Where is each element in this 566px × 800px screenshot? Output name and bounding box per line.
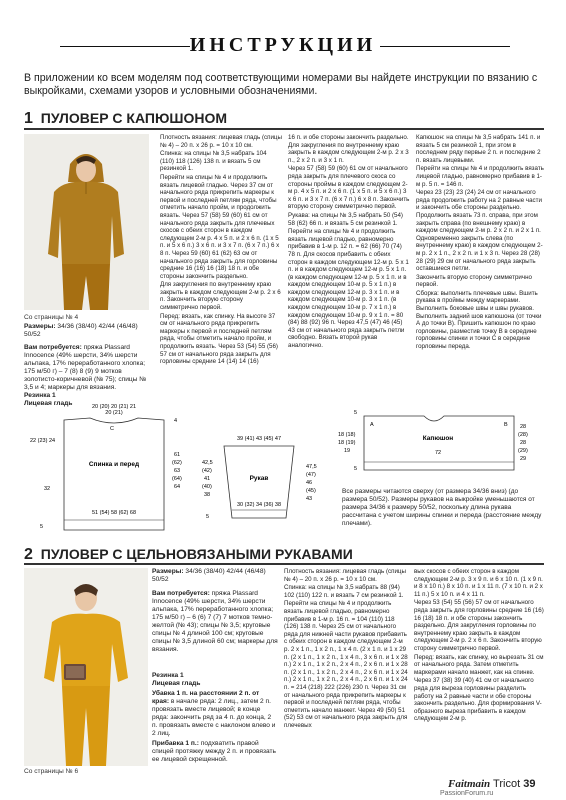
body-right-value-2: 63 [174, 468, 181, 474]
section1-column-1 [160, 134, 282, 404]
section2-photo [24, 568, 148, 766]
section1-col2-p0: 16 п. и обе стороны закончить раздельно. Для закругления по внутреннему краю закрыть в каждом следующем 2-м р. 2 х 3 п., 2 х 2 п. и 3 х 1 п. [288, 134, 409, 164]
footer-brand: Faitmain [448, 778, 491, 790]
section1-photo-caption: Со страницы № 4 [24, 314, 79, 321]
body-armhole-dimension: 22 (23) 24 [30, 438, 56, 444]
body-label: Спинка и перед [88, 461, 140, 468]
hood-left-value-1: 18 (19) [338, 440, 356, 446]
hood-pattern [338, 410, 528, 472]
sleeve-label: Рукав [249, 475, 269, 482]
hood-point-a: A [370, 422, 374, 428]
section1-col2-p2: Рукава: на спицы № 3,5 набрать 50 (54) 58 (62) 66 п. и вязать 5 см резинкой 1. [288, 211, 403, 227]
hood-right-value-4: 29 [520, 456, 527, 462]
body-top-right-value: 4 [174, 418, 178, 424]
section2-materials-block [152, 590, 278, 654]
section2-col3-p0: вых скосов с обеих сторон в каждом следующем 2-м р. 3 х 9 п. и 6 х 10 п. (1 х 9 п. и 8 х 10 п.) 8 х 10 п. и 1 х 11 п. (7 х 10 п. и 2 х 11 п.) 5 х 10 п. и 4 х 11 п. [414, 568, 543, 598]
body-pattern [30, 404, 182, 530]
body-right-value-1: (62) [172, 460, 182, 466]
section2-decrease-block [152, 690, 278, 738]
sleeve-left-value-0: 42,5 [202, 460, 213, 466]
section1-title: ПУЛОВЕР С КАПЮШОНОМ [40, 110, 228, 126]
body-left-height: 32 [44, 486, 51, 492]
section2-photo-caption: Со страницы № 6 [24, 768, 79, 775]
body-top-dimension: 20 (20) 20 (21) 21 [91, 404, 137, 410]
section2-increase-title: Прибавка 1 п.: [152, 740, 199, 747]
section1-col3-p3: Закончить вторую сторону симметрично первой. [416, 273, 532, 289]
section1-heading [24, 110, 227, 128]
section2-col3-p2: Перед: вязать, как спинку, но вырезать 31 см от начального ряда. Затем отметить маркерами начало манжет, как на спинке. [414, 653, 544, 676]
sleeve-right-value-3: (45) [306, 488, 316, 494]
hood-rib-height: 5 [354, 466, 358, 472]
sleeve-top-dimension: 39 (41) 43 (45) 47 [236, 436, 282, 442]
section2-materials-value: пряжа Plassard Innocence (49% шерсти, 34% шерсти альпака, 17% переработанного хлопка; 175 м/50 г) – 6 (6) 7 (7) 7 мотков темно-желтой (№ 43); спицы № 3,5; круговые спицы № 4 длиной 100 см; круговые спицы № 3,5 длиной 60 см; маркеры для вязания. [152, 590, 278, 653]
section1-column-2 [288, 134, 410, 404]
hood-right-value-3: (29) [518, 448, 528, 454]
watermark: PassionForum.ru [440, 790, 494, 797]
section1-sizes-value: 34/36 (38/40) 42/44 (46/48) 50/52 [24, 323, 138, 338]
section2-title: ПУЛОВЕР С ЦЕЛЬНОВЯЗАНЫМИ РУКАВАМИ [40, 546, 353, 562]
sleeve-left-value-3: (40) [202, 484, 212, 490]
sleeve-right-value-2: 46 [306, 480, 313, 486]
sleeve-right-value-0: 47,5 [306, 464, 317, 470]
section1-col1-p1: Спинка: на спицы № 3,5 набрать 104 (110) 118 (126) 138 п. и вязать 5 см резинкой 1. [160, 150, 267, 173]
hood-top-value: 5 [354, 410, 358, 416]
section2-elastic-label: Резинка 1 [152, 672, 184, 679]
hood-right-value-2: 28 [520, 440, 527, 446]
section1-materials-value: пряжа Plassard Innocence (49% шерсти, 34% шерсти альпака, 17% переработанного хлопка; 175 м/50 г) – 7 (8) 8 (9) 9 мотков золотисто-коричневой (№ 75); спицы № 3,5 и 4; маркеры для вязания. [24, 344, 147, 391]
section2-materials-label: Вам потребуется: [152, 590, 210, 597]
section1-col2-p1: Через 57 (58) 59 (60) 61 см от начального ряда закрыть для плечевого скоса со стороны проймы в каждом следующем 2-м р. 4 х 5 п. и 2 х 6 п. (1 х 5 п. и 5 х 6 п.) 3 х 6 п. и 3 х 7 п. (6 х 7 п.) 6 х 8 п. Закончить вторую сторону симметрично первой. [288, 165, 410, 211]
body-point-c: C [110, 426, 114, 432]
section1-materials-block [24, 344, 152, 392]
section2-increase-text: подхватить правой спицей протяжку между 2 п. и провязать ее лицевой скрещенной. [152, 740, 276, 763]
hood-point-b: B [504, 422, 508, 428]
section2-rule [24, 563, 544, 565]
section2-col2-p0: Плотность вязания: лицевая гладь (спицы № 4) – 20 п. х 26 р. = 10 х 10 см. [284, 568, 406, 583]
section1-size-note: Все размеры читаются сверху (от размера 34/36 вниз) (до размера 50/52). Размеры рукавов на выкройке уменьшаются от размера 34/36 к размеру 50/52, поскольку длина рукава рассчитана с учетом ширины спинки и переда (расстояние между плечами). [342, 488, 542, 527]
sleeve-left-value-1: (42) [202, 468, 212, 474]
section1-col1-p2: Перейти на спицы № 4 и продолжить вязать лицевой гладью. Через 37 см от начального ряда прикрепить маркеры к первой и последней петлям ряда, чтобы отметить начало пройм, и продолжить вязать. Через 57 (58) 59 (60) 61 см от начального ряда закрыть для плечевых скосов с обеих сторон в каждом следующем 2-м р. 4 х 5 п. и 2 х 6 п. (1 х 5 п. и 5 х 6 п.) 3 х 6 п. и 3 х 7 п. (6 х 7 п.) 6 х 8 п. Через 59 (60) 61 (62) 63 см от начального ряда закрыть для горловины средние 16 (16) 16 (18) 18 п. и обе стороны закончить раздельно. [160, 173, 280, 280]
section1-col1-p0: Плотность вязания: лицевая гладь (спицы № 4) – 20 п. х 26 р. = 10 х 10 см. [160, 134, 282, 149]
section1-elastic-label: Резинка 1 [24, 392, 56, 399]
section1-col1-p3: Для закругления по внутреннему краю закрыть в каждом следующем 2-м р. 2 х 6 п. Закончить вторую сторону симметрично первой. [160, 281, 281, 312]
model-yellow-sweater-illustration [24, 568, 148, 766]
section1-number: 1 [24, 110, 33, 127]
section2-sizes-label: Размеры: [152, 568, 184, 575]
section1-photo [24, 134, 149, 310]
section2-sizes-value: 34/36 (38/40) 42/44 (46/48) 50/52 [152, 568, 266, 583]
section1-col3-p2: Через 23 (23) 23 (24) 24 см от начального ряда продолжить работу на 2 равные части и закончить обе стороны раздельно. Продолжить вязать 73 п. справа, при этом закрыть справа (по внешнему краю) в каждом следующем 2-м р. 2 х 2 п. и 2 х 1 п. Одновременно закрыть слева (по внутреннему краю) в каждом следующем 2-м р. 2 х 1 п., 2 х 2 п. и 1 х 3 п. Через 28 (28) 28 (29) 29 см от начального ряда закрыть оставшиеся петли. [416, 189, 543, 273]
section1-col3-p4: Сборка: выполнить плечевые швы. Вшить рукава в проймы между маркерами. Выполнить боковые швы и швы рукавов. Выполнить задний шов капюшона (от точки А до точки В). Пришить капюшон по краю горловины, разместив точку В в середине горловины спинки и точки С в середине горловины переда. [416, 289, 542, 351]
section1-sizes-label: Размеры: [24, 323, 56, 330]
section2-col2-p1: Спинка: на спицы № 3,5 набрать 88 (94) 102 (110) 122 п. и вязать 7 см резинкой 1. [284, 584, 404, 599]
section2-decrease-title: Убавка 1 п. на расстоянии 2 п. от края: [152, 690, 260, 705]
section1-column-3 [416, 134, 544, 404]
hood-left-value-2: 19 [344, 448, 351, 454]
section1-stockinette-label: Лицевая гладь [24, 400, 73, 407]
body-shoulder-dimension: 20 (21) [105, 410, 123, 416]
body-rib-height: 5 [40, 524, 44, 530]
section2-sizes-block [152, 568, 278, 584]
section2-col3-p3: Через 37 (38) 39 (40) 41 см от начального ряда для выреза горловины разделить работу на 2 равные части и обе стороны закончить раздельно. Для формирования V-образного выреза прибавить в каждом следующем 2-м р. [414, 677, 542, 723]
hood-left-value-0: 18 (18) [338, 432, 356, 438]
footer-subbrand: Tricot [493, 778, 521, 790]
section2-decrease-text: в начале ряда: 2 лиц., затем 2 п. провязать вместе лицевой; в конце ряда: закончить ряд за 4 п. до конца, 2 п. провязать вместе с наклоном влево и 2 лиц. [152, 698, 276, 737]
body-right-value-4: 64 [174, 484, 181, 490]
hood-label: Капюшон [422, 435, 454, 442]
body-bottom-dimension: 51 (54) 58 (62) 68 [91, 510, 137, 516]
section2-stockinette-label: Лицевая гладь [152, 680, 201, 687]
section1-rule [24, 128, 544, 130]
sleeve-right-value-4: 43 [306, 496, 313, 502]
sleeve-pattern [202, 436, 317, 520]
section2-increase-block [152, 740, 278, 764]
sleeve-bottom-dimension: 30 (32) 34 (36) 38 [236, 502, 282, 508]
section2-heading [24, 546, 353, 564]
section2-col3-p1: Через 53 (54) 55 (56) 57 см от начального ряда закрыть для горловины средние 16 (16) 16 (18) 18 п. и обе стороны закончить раздельно. Для закругления горловины по внутреннему краю закрыть в каждом следующем 2-м р. 2 х 6 п. Закончить вторую сторону симметрично первой. [414, 599, 544, 652]
section2-column-2 [284, 568, 408, 776]
section2-column-3 [414, 568, 544, 776]
page-footer [448, 778, 535, 790]
intro-text: В приложении ко всем моделям под соответствующими номерами вы найдете инструкции по вязанию с выкройками, схемами узоров и условными обозначениями. [24, 72, 538, 97]
hood-right-value-1: (28) [518, 432, 528, 438]
section1-materials-label: Вам потребуется: [24, 344, 82, 351]
sleeve-rib-height: 5 [206, 514, 210, 520]
hood-width-dimension: 72 [434, 450, 442, 456]
body-right-value-0: 61 [174, 452, 181, 458]
page-number: 39 [523, 778, 536, 790]
section1-col3-p0: Капюшон: на спицы № 3,5 набрать 141 п. и вязать 5 см резинкой 1, при этом в последнем ряду первые 2 п. и последние 2 п. вязать лицевыми. [416, 134, 541, 164]
section1-col3-p1: Перейти на спицы № 4 и продолжить вязать лицевой гладью, равномерно прибавив в 1-м р. 5 п. = 146 п. [416, 165, 544, 188]
page-title: ИНСТРУКЦИИ [189, 34, 377, 56]
body-right-value-3: (64) [172, 476, 182, 482]
section1-col2-p3: Перейти на спицы № 4 и продолжить вязать лицевой гладью, равномерно прибавив в 1-м р. 12 п. = 62 (66) 70 (74) 78 п. Для скосов прибавить с обеих сторон в каждом следующем 12-м р. 5 х 1 п. и в каждом следующем 12-м р. 5 х 1 п. (в каждом следующем 12-м р. 5 х 1 п. и в каждом следующем 10-м р. 5 х 1 п.) в каждом следующем 12-м р. 3 х 1 п. и в каждом следующем 10-м р. 3 х 1 п. (в каждом следующем 10-м р. 7 х 1 п.) в каждом следующем 10-м р. 9 х 1 п. = 80 (84) 88 (92) 96 п. Через 47,5 (47) 46 (45) 43 см от начального ряда закрыть петли свободно. Вязать второй рукав аналогично. [288, 228, 409, 350]
model-hoodie-illustration [24, 134, 149, 310]
sleeve-left-value-4: 38 [204, 492, 211, 498]
sleeve-right-value-1: (47) [306, 472, 316, 478]
section2-number: 2 [24, 546, 33, 563]
sleeve-left-value-2: 41 [204, 476, 211, 482]
section1-col1-p4: Перед: вязать, как спинку. На высоте 37 см от начального ряда прикрепить маркеры к первой и последней петлям ряда, чтобы отметить начало пройм, и продолжить вязать. Через 53 (54) 55 (56) 57 см от начального ряда закрыть для горловины средние 14 (14) 14 (16) [160, 312, 278, 366]
hood-right-value-0: 28 [520, 424, 527, 430]
section2-col2-p2: Перейти на спицы № 4 и продолжить вязать лицевой гладью, равномерно прибавив в 1-м р. 16 п. = 104 (110) 118 (126) 138 п. Через 25 см от начального ряда для нижней части рукавов прибавить с обеих сторон в каждом следующем 2-м р. 2 х 1 п., 1 х 2 п., 1 х 4 п. (2 х 1 п. и 1 х 29 п. (2 х 1 п., 1 х 2 п., 1 х 4 п., 3 х 6 п. и 1 х 28 п.) 2 х 1 п., 1 х 2 п., 2 х 4 п., 2 х 6 п. и 1 х 28 п. (2 х 1 п., 1 х 2 п., 2 х 4 п., 2 х 6 п. и 1 х 24 п.) 2 х 1 п., 1 х 2 п., 2 х 4 п., 2 х 6 п. и 1 х 24 п. = 214 (218) 222 (226) 230 п. Через 31 см от начального ряда прикрепить маркеры к первой и последней петлям ряда, чтобы отметить начало манжет. Через 49 (50) 51 (52) 53 см от начального ряда закрыть для плечевых [284, 600, 408, 729]
section1-sizes-block [24, 323, 152, 339]
